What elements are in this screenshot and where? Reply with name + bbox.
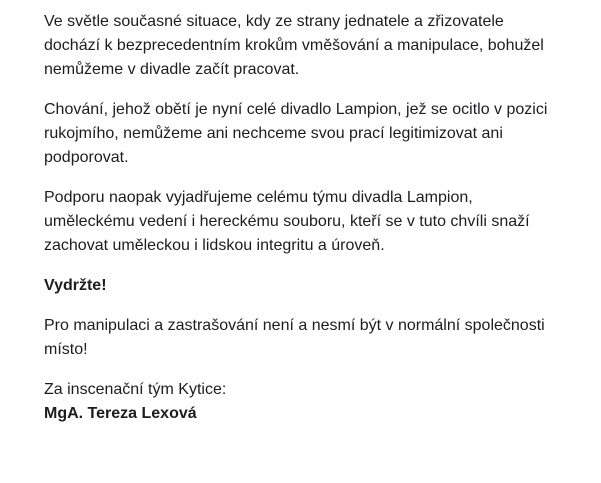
paragraph-behavior: Chování, jehož obětí je nyní celé divadlo Lampion, jež se ocitlo v pozici rukojmího, nemůžeme ani nechceme svou prací legitimizovat ani podporovat. (44, 101, 548, 166)
signature-block (44, 378, 564, 426)
paragraph-closing-statement: Pro manipulaci a zastrašování není a nesmí být v normální společnosti místo! (44, 317, 545, 358)
signoff-line: Za inscenační tým Kytice: (44, 381, 227, 398)
exclamation-text: Vydržte! (44, 277, 107, 294)
paragraph-support: Podporu naopak vyjadřujeme celému týmu divadla Lampion, uměleckému vedení i hereckému souboru, kteří se v tuto chvíli snaží zachovat uměleckou i lidskou integritu a úroveň. (44, 189, 530, 254)
signer-name: MgA. Tereza Lexová (44, 405, 197, 422)
email-message-body (44, 0, 564, 426)
paragraph-situation: Ve světle současné situace, kdy ze strany jednatele a zřizovatele dochází k bezprecedentním krokům vměšování a manipulace, bohužel nemůžeme v divadle začít pracovat. (44, 13, 544, 78)
